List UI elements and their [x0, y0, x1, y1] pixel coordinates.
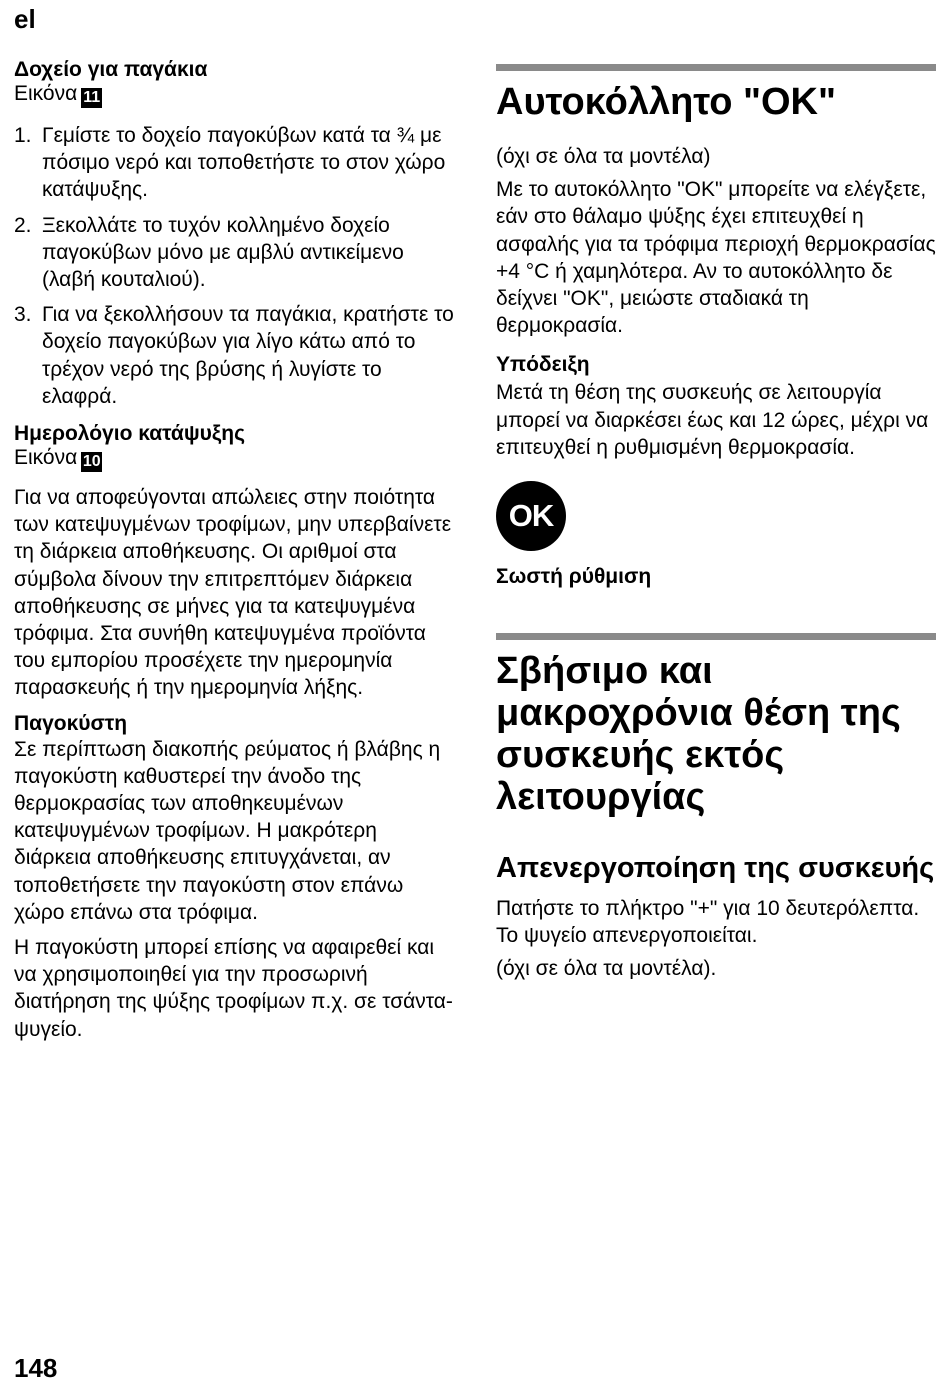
ok-badge-icon: OK [496, 481, 566, 551]
ice-pack-text-2: Η παγοκύστη μπορεί επίσης να αφαιρεθεί και να χρησιμοποιηθεί για την προσωρινή διατήρηση της ψύξης τροφίμων π.χ. σε τσάντα-ψυγείο. [14, 936, 453, 1041]
figure-label: Εικόνα [14, 82, 78, 105]
shutdown-heading: Σβήσιμο και μακροχρόνια θέση της συσκευής εκτός λειτουργίας [496, 650, 901, 819]
language-code: el [14, 4, 36, 34]
ice-pack-text-1: Σε περίπτωση διακοπής ρεύματος ή βλάβης η παγοκύστη καθυστερεί την άνοδο της θερμοκρασίας των αποθηκευμένων κατεψυγμένων τροφίμων. Η μακρότερη διάρκεια αποθήκευσης επιτυγχάνεται, αν τοποθετήσετε την παγοκύστη στον επάνω χώρο επάνω στα τρόφιμα. [14, 737, 441, 924]
step-number: 1. [14, 124, 32, 147]
calendar-figure-ref [14, 446, 454, 472]
ice-pack-title: Παγοκύστη [14, 711, 128, 735]
ice-tray-title: Δοχείο για παγάκια [14, 58, 208, 81]
step-text: Ξεκολλάτε το τυχόν κολλημένο δοχείο παγοκύβων μόνο με αμβλύ αντικείμενο (λαβή κουταλιού). [42, 213, 404, 292]
figure-number-box: 11 [81, 88, 102, 108]
shutdown-text-1: Πατήστε το πλήκτρο "+" για 10 δευτερόλεπτα. [496, 897, 920, 921]
calendar-title: Ημερολόγιο κατάψυξης [14, 422, 245, 446]
right-column [496, 64, 936, 983]
shutdown-note: (όχι σε όλα τα μοντέλα). [496, 957, 717, 981]
section-divider [496, 64, 936, 71]
step-text: Γεμίστε το δοχείο παγοκύβων κατά τα ¾ με πόσιμο νερό και τοποθετήστε το στον χώρο κατάψυξης. [42, 124, 446, 202]
badge-caption: Σωστή ρύθμιση [496, 565, 652, 589]
freezer-calendar-section [14, 422, 454, 702]
step-number: 2. [14, 213, 32, 237]
list-item [14, 212, 454, 294]
ok-sticker-text: Με το αυτοκόλλητο "OK" μπορείτε να ελέγξετε, εάν στο θάλαμο ψύξης έχει επιτευχθεί η ασφαλής για τα τρόφιμα περιοχή θερμοκρασίας +4 °C ή χαμηλότερα. Αν το αυτοκόλλητο δε δείχνει "OK", μειώστε σταδιακά τη θερμοκρασία. [496, 178, 936, 338]
page-number: 148 [14, 1353, 58, 1383]
ice-tray-figure-ref [14, 82, 454, 108]
list-item [14, 301, 454, 410]
step-text: Για να ξεκολλήσουν τα παγάκια, κρατήστε το δοχείο παγοκύβων για λίγο κάτω από το τρέχον νερό της βρύσης ή λυγίστε το ελαφρά. [42, 303, 454, 408]
shutdown-subheading: Απενεργοποίηση της συσκευής [496, 852, 935, 885]
ice-pack-section [14, 712, 454, 1043]
ok-sticker-heading: Αυτοκόλλητο "OK" [496, 81, 836, 123]
figure-label: Εικόνα [14, 446, 78, 470]
hint-title: Υπόδειξη [496, 353, 590, 377]
step-number: 3. [14, 303, 32, 327]
ice-tray-section [14, 58, 454, 410]
hint-text: Μετά τη θέση της συσκευής σε λειτουργία μπορεί να διαρκέσει έως και 12 ώρες, μέχρι να επιτευχθεί η ρυθμισμένη θερμοκρασία. [496, 381, 929, 459]
ice-tray-steps [14, 122, 454, 410]
ok-sticker-note: (όχι σε όλα τα μοντέλα) [496, 145, 711, 168]
shutdown-text-2: Το ψυγείο απενεργοποιείται. [496, 924, 758, 948]
left-column [14, 58, 454, 1043]
list-item [14, 122, 454, 204]
ok-sticker-section [496, 64, 936, 589]
calendar-text: Για να αποφεύγονται απώλειες στην ποιότητα των κατεψυγμένων τροφίμων, μην υπερβαίνετε τη διάρκεια αποθήκευσης. Οι αριθμοί στα σύμβολα δίνουν την επιτρεπτόμεν διάρκεια αποθήκευσης σε μήνες για τα κατεψυγμένα τρόφιμα. Στα συνήθη κατεψυγμένα προϊόντα του εμπορίου προσέχετε την ημερομηνία παρασκευής ή την ημερομηνία λήξης. [14, 486, 452, 700]
section-divider [496, 633, 936, 640]
shutdown-section [496, 633, 936, 983]
figure-number-box: 10 [82, 453, 101, 471]
